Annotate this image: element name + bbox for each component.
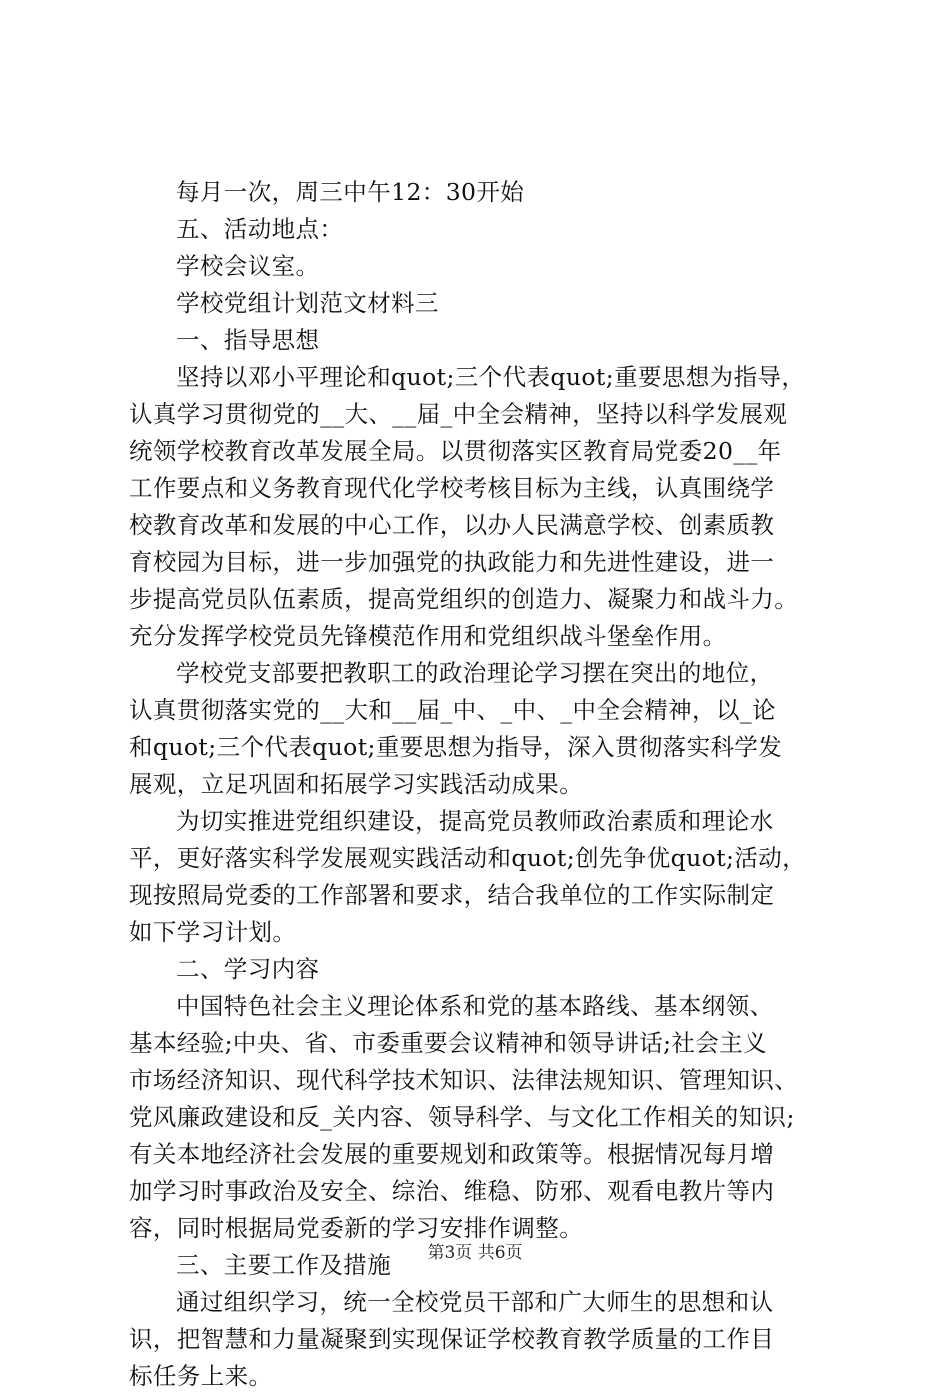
text-line: 认真贯彻落实党的__大和__届_中、_中、_中全会精神，以_论: [129, 696, 776, 724]
text-line: 基本经验;中央、省、市委重要会议精神和领导讲话;社会主义: [129, 1029, 768, 1057]
text-line: 加学习时事政治及安全、综治、维稳、防邪、观看电教片等内: [129, 1177, 775, 1205]
text-line: 三、主要工作及措施: [176, 1251, 392, 1279]
text-line: 育校园为目标，进一步加强党的执政能力和先进性建设，进一: [129, 548, 775, 576]
text-line: 展观，立足巩固和拓展学习实践活动成果。: [129, 770, 584, 798]
text-line: 党风廉政建设和反_关内容、领导科学、与文化工作相关的知识;: [129, 1103, 795, 1131]
document-body: [129, 174, 859, 1395]
text-line: 有关本地经济社会发展的重要规划和政策等。根据情况每月增: [129, 1140, 775, 1168]
text-line: 市场经济知识、现代科学技术知识、法律法规知识、管理知识、: [129, 1066, 799, 1094]
text-line: 和quot;三个代表quot;重要思想为指导，深入贯彻落实科学发: [129, 733, 783, 761]
text-line: 通过组织学习，统一全校党员干部和广大师生的思想和认: [176, 1288, 774, 1316]
text-line: 平，更好落实科学发展观实践活动和quot;创先争优quot;活动，: [129, 844, 807, 872]
text-line: 中国特色社会主义理论体系和党的基本路线、基本纲领、: [176, 992, 774, 1020]
text-line: 为切实推进党组织建设，提高党员教师政治素质和理论水: [176, 807, 774, 835]
text-line: 每月一次，周三中午12：30开始: [176, 178, 525, 206]
text-line: 一、指导思想: [176, 326, 320, 354]
text-line: 步提高党员队伍素质，提高党组织的创造力、凝聚力和战斗力。: [129, 585, 799, 613]
text-line: 校教育改革和发展的中心工作，以办人民满意学校、创素质教: [129, 511, 775, 539]
page-footer: 第3页 共6页: [427, 1243, 523, 1263]
text-line: 统领学校教育改革发展全局。以贯彻落实区教育局党委20__年: [129, 437, 782, 465]
text-line: 如下学习计划。: [129, 918, 297, 946]
text-line: 充分发挥学校党员先锋模范作用和党组织战斗堡垒作用。: [129, 622, 727, 650]
text-line: 工作要点和义务教育现代化学校考核目标为主线，认真围绕学: [129, 474, 775, 502]
text-line: 二、学习内容: [176, 955, 320, 983]
text-line: 标任务上来。: [129, 1362, 273, 1390]
text-line: 认真学习贯彻党的__大、__届_中全会精神，坚持以科学发展观: [129, 400, 788, 428]
text-line: 学校党组计划范文材料三: [176, 289, 439, 317]
text-line: 坚持以邓小平理论和quot;三个代表quot;重要思想为指导，: [176, 363, 806, 391]
text-line: 容，同时根据局党委新的学习安排作调整。: [129, 1214, 584, 1242]
text-line: 现按照局党委的工作部署和要求，结合我单位的工作实际制定: [129, 881, 775, 909]
text-line: 学校党支部要把教职工的政治理论学习摆在突出的地位，: [176, 659, 774, 687]
text-line: 学校会议室。: [176, 252, 320, 280]
text-line: 识，把智慧和力量凝聚到实现保证学校教育教学质量的工作目: [129, 1325, 775, 1353]
text-line: 五、活动地点：: [176, 215, 344, 243]
